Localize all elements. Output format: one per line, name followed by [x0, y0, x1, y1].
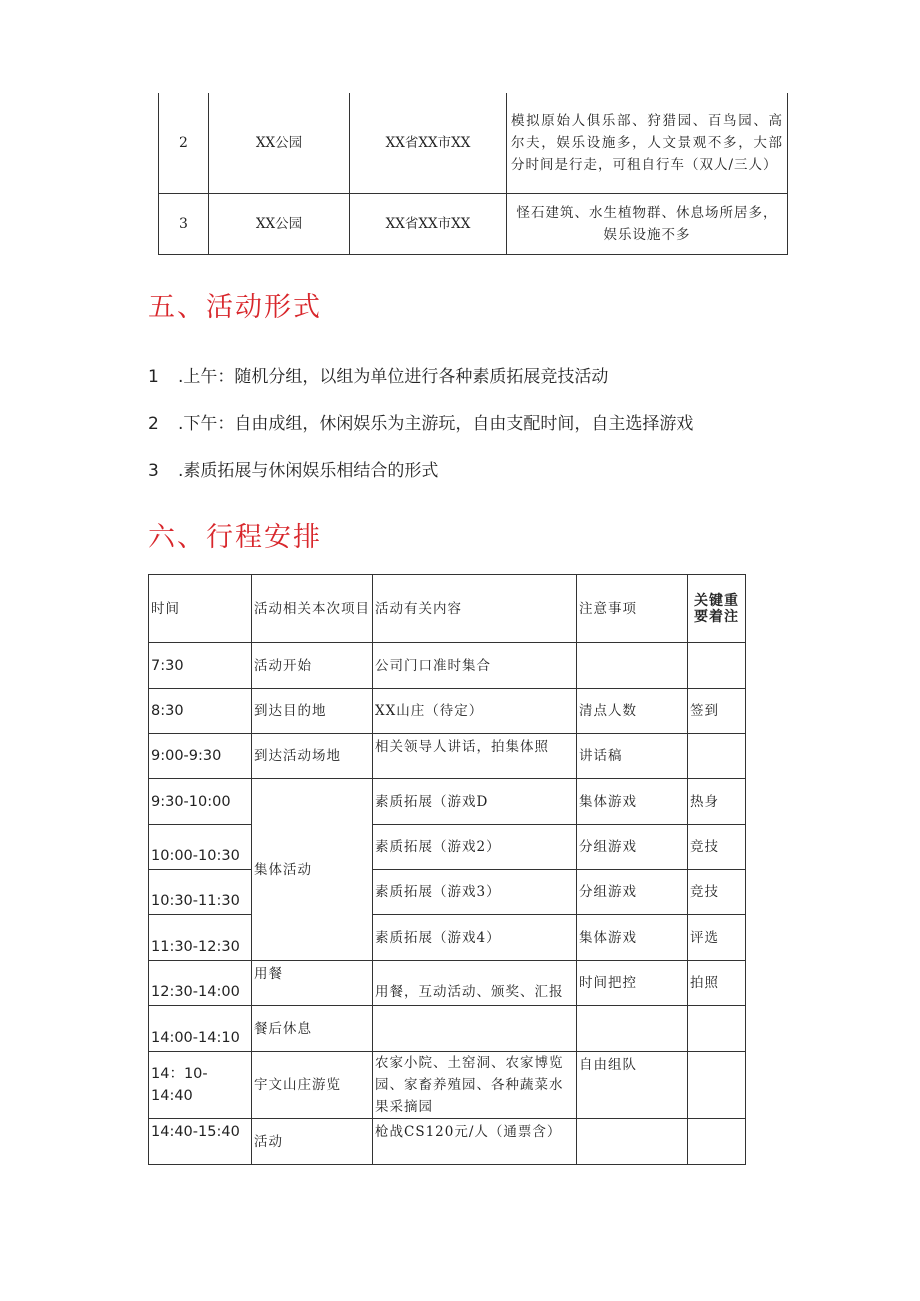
content-cell: 素质拓展（游戏4）	[373, 915, 577, 961]
key-cell	[688, 1052, 746, 1119]
key-cell: 竞技	[688, 825, 746, 870]
content-cell: 公司门口准时集合	[373, 643, 577, 689]
table-header-row	[149, 575, 746, 643]
key-cell	[688, 643, 746, 689]
header-time: 时间	[149, 575, 252, 643]
notes-cell	[577, 1119, 688, 1165]
content-cell: 用餐，互动活动、颁奖、汇报	[373, 961, 577, 1006]
time-cell: 8:30	[149, 689, 252, 734]
content-cell: 素质拓展（游戏2）	[373, 825, 577, 870]
list-item	[148, 409, 693, 434]
list-text: .下午：自由成组，休闲娱乐为主游玩，自由支配时间，自主选择游戏	[178, 414, 694, 434]
table-row	[149, 689, 746, 734]
content-cell	[373, 1006, 577, 1052]
table-row	[149, 643, 746, 689]
time-cell: 12:30-14:00	[149, 961, 252, 1006]
key-cell: 签到	[688, 689, 746, 734]
park-description: 怪石建筑、水生植物群、休息场所居多，娱乐设施不多	[507, 194, 788, 255]
content-cell: 农家小院、土窑洞、农家博览园、家畜养殖园、各种蔬菜水果采摘园	[373, 1052, 577, 1119]
schedule-table	[148, 574, 746, 1165]
row-number: 2	[159, 93, 209, 194]
content-cell: 枪战CS120元/人（通票含）	[373, 1119, 577, 1165]
key-cell	[688, 1119, 746, 1165]
content-cell: 素质拓展（游戏D	[373, 779, 577, 825]
park-name: XX公园	[209, 194, 350, 255]
project-cell: 宇文山庄游览	[252, 1052, 373, 1119]
key-cell: 评选	[688, 915, 746, 961]
project-cell: 用餐	[252, 961, 373, 1006]
header-key: 关键重要着注	[688, 575, 746, 643]
notes-cell: 集体游戏	[577, 779, 688, 825]
list-text: .素质拓展与休闲娱乐相结合的形式	[178, 461, 439, 481]
list-item	[148, 456, 438, 481]
table-row	[149, 825, 746, 870]
key-cell: 竞技	[688, 870, 746, 915]
park-location: XX省XX市XX	[350, 93, 507, 194]
section-title-activity-format: 五、活动形式	[148, 292, 322, 323]
notes-cell	[577, 1006, 688, 1052]
park-description: 模拟原始人俱乐部、狩猎园、百鸟园、高尔夫，娱乐设施多，人文景观不多，大部分时间是行走，可租自行车（双人/三人）	[507, 93, 788, 194]
project-cell: 餐后休息	[252, 1006, 373, 1052]
key-cell	[688, 1006, 746, 1052]
header-notes: 注意事项	[577, 575, 688, 643]
time-cell: 9:00-9:30	[149, 734, 252, 779]
list-text: .上午：随机分组，以组为单位进行各种素质拓展竞技活动	[178, 367, 609, 387]
time-cell: 7:30	[149, 643, 252, 689]
notes-cell	[577, 643, 688, 689]
table-row	[149, 734, 746, 779]
park-location: XX省XX市XX	[350, 194, 507, 255]
row-number: 3	[159, 194, 209, 255]
header-content: 活动有关内容	[373, 575, 577, 643]
project-cell: 活动开始	[252, 643, 373, 689]
header-project: 活动相关本次项目	[252, 575, 373, 643]
table-row	[149, 870, 746, 915]
list-number: 1	[148, 367, 159, 387]
table-row	[149, 1119, 746, 1165]
list-item	[148, 362, 608, 387]
time-cell: 14:40-15:40	[149, 1119, 252, 1165]
key-cell: 热身	[688, 779, 746, 825]
notes-cell: 时间把控	[577, 961, 688, 1006]
time-cell: 14：10-14:40	[149, 1052, 252, 1119]
notes-cell: 分组游戏	[577, 825, 688, 870]
content-cell: 素质拓展（游戏3）	[373, 870, 577, 915]
table-row	[159, 93, 788, 194]
project-cell: 活动	[252, 1119, 373, 1165]
key-cell	[688, 734, 746, 779]
key-cell: 拍照	[688, 961, 746, 1006]
content-cell: XX山庄（待定）	[373, 689, 577, 734]
parks-table	[158, 93, 788, 255]
table-row	[159, 194, 788, 255]
time-cell: 10:00-10:30	[149, 825, 252, 870]
time-cell: 10:30-11:30	[149, 870, 252, 915]
notes-cell: 分组游戏	[577, 870, 688, 915]
table-row	[149, 915, 746, 961]
content-cell: 相关领导人讲话，拍集体照	[373, 734, 577, 779]
notes-cell: 自由组队	[577, 1052, 688, 1119]
section-title-schedule: 六、行程安排	[148, 522, 322, 553]
notes-cell: 集体游戏	[577, 915, 688, 961]
time-cell: 14:00-14:10	[149, 1006, 252, 1052]
project-cell: 到达活动场地	[252, 734, 373, 779]
project-cell-group: 集体活动	[252, 779, 373, 961]
project-cell: 到达目的地	[252, 689, 373, 734]
notes-cell: 讲话稿	[577, 734, 688, 779]
table-row	[149, 779, 746, 825]
park-name: XX公园	[209, 93, 350, 194]
table-row	[149, 1052, 746, 1119]
table-row	[149, 1006, 746, 1052]
list-number: 2	[148, 414, 159, 434]
time-cell: 9:30-10:00	[149, 779, 252, 825]
list-number: 3	[148, 461, 159, 481]
table-row	[149, 961, 746, 1006]
notes-cell: 清点人数	[577, 689, 688, 734]
time-cell: 11:30-12:30	[149, 915, 252, 961]
